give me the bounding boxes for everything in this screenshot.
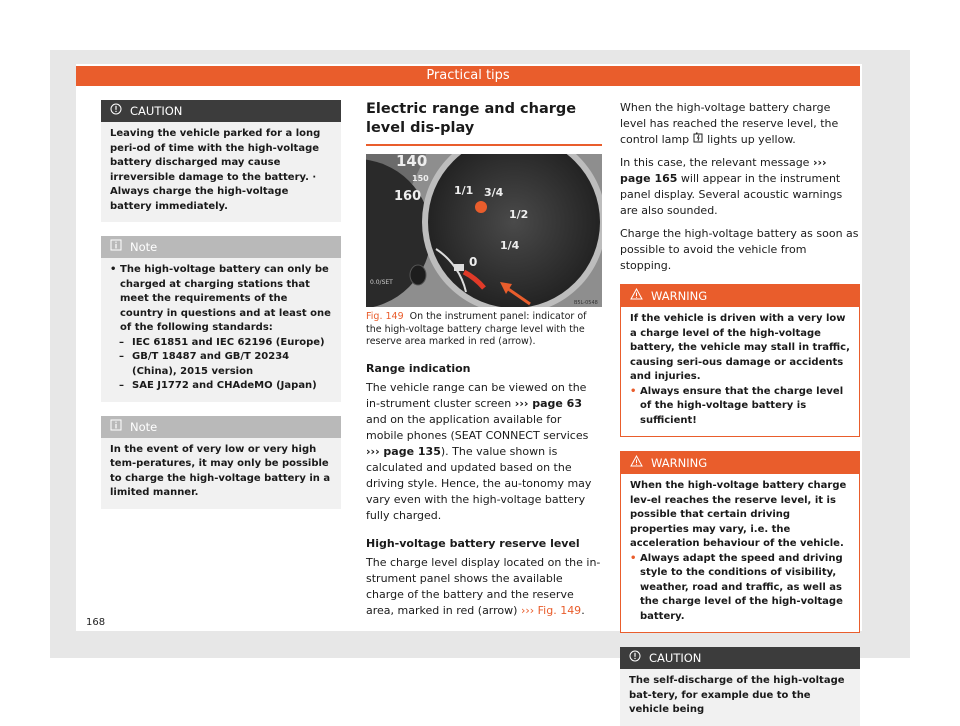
column-right <box>620 100 860 726</box>
trip-reset-label: 0.0/SET <box>370 279 393 286</box>
caution-text: Leaving the vehicle parked for a long peri-od of time with the high-voltage battery discharged may cause irreversible damage to the battery. · Always charge the high-voltage battery immediately. <box>110 128 321 212</box>
warning-bullet: • Always adapt the speed and driving style to the conditions of visibility, weather, road and traffic, as well as the charge level of the high-voltage battery. <box>630 552 851 625</box>
warning-header <box>621 452 859 474</box>
note-label: Note <box>130 240 158 254</box>
paragraph: Charge the high-voltage battery as soon as possible to avoid the vehicle from stopping. <box>620 227 859 272</box>
figure-code: B5L-0548 <box>574 300 598 306</box>
paragraph: The vehicle range can be viewed on the in-strument cluster screen ››› page 63 and on the application available for mobile phones (SEAT CONNECT services ››› page 135). The value shown is calculated and updated based on the driving style. Hence, the au-tonomy may vary even with the high-voltage battery fully charged. <box>366 380 592 522</box>
paragraph: When the high-voltage battery charge level has reached the reserve level, the control lamp lights up yellow. <box>620 101 839 146</box>
page-number: 168 <box>86 617 106 628</box>
note-header <box>101 236 341 258</box>
warning-header <box>621 285 859 307</box>
section-title: Electric range and charge level dis-play <box>366 101 577 136</box>
subheading: Range indication <box>366 361 471 375</box>
caution-box <box>101 100 341 222</box>
fuel-pump-icon <box>454 264 464 271</box>
note-text: In the event of very low or very high tem-peratures, it may only be possible to charge the high-voltage battery in a limited manner. <box>110 443 331 498</box>
page-link[interactable]: ››› page 165 <box>620 156 827 185</box>
warning-icon <box>630 452 643 474</box>
warning-body <box>621 474 859 632</box>
info-icon <box>110 416 122 438</box>
subheading: High-voltage battery reserve level <box>366 536 580 550</box>
paragraph: The charge level display located on the in-strument panel shows the available charge of the battery and the reserve area, marked in red (arrow) ››› Fig. 149. <box>366 555 601 617</box>
page-link[interactable]: ››› page 63 <box>514 396 582 410</box>
gauge-label: 0 <box>469 255 478 269</box>
caution-label: CAUTION <box>649 651 702 665</box>
figure-caption-text: On the instrument panel: indicator of the high-voltage battery charge level with the reserve area marked in red (arrow). <box>366 311 587 347</box>
note-box <box>101 416 341 509</box>
info-icon <box>110 236 122 258</box>
gauge-label: 150 <box>412 174 429 183</box>
gauge-label: 1/4 <box>500 239 520 252</box>
caution-box <box>620 647 860 726</box>
warning-box <box>620 284 860 437</box>
caution-header <box>101 100 341 122</box>
figure-link[interactable]: ››› Fig. 149 <box>520 603 582 617</box>
note-bullet: • The high-voltage battery can only be charged at charging stations that meet the requirements of the country in questions and at least one of the following standards: <box>110 263 333 336</box>
page-header: Practical tips <box>76 66 860 86</box>
standard-item: – IEC 61851 and IEC 62196 (Europe) <box>110 336 333 351</box>
gauge-label: 3/4 <box>484 186 504 199</box>
instrument-panel-figure <box>366 154 602 307</box>
control-knob <box>410 265 426 285</box>
caution-icon <box>629 647 641 669</box>
note-box <box>101 236 341 402</box>
warning-label: WARNING <box>651 456 708 470</box>
gauge-label: 1/1 <box>454 184 474 197</box>
column-left <box>101 100 341 523</box>
page-link[interactable]: ››› page 135 <box>366 444 441 458</box>
gauge-label: 140 <box>396 154 428 170</box>
caution-label: CAUTION <box>130 104 183 118</box>
warning-body <box>621 307 859 436</box>
caution-text: The self-discharge of the high-voltage bat-tery, for example due to the vehicle being <box>629 675 845 715</box>
warning-text: If the vehicle is driven with a very low a charge level of the high-voltage battery, the vehicle may stall in traffic, causing seri-ous damage or accidents and injuries. <box>630 313 850 382</box>
caution-header <box>620 647 860 669</box>
warning-icon <box>630 285 643 307</box>
warning-label: WARNING <box>651 289 708 303</box>
battery-warning-icon <box>475 201 487 213</box>
warning-box <box>620 451 860 633</box>
warning-bullet: • Always ensure that the charge level of the high-voltage battery is sufficient! <box>630 385 851 429</box>
note-header <box>101 416 341 438</box>
gauge-label: 160 <box>394 189 422 204</box>
standard-item: – SAE J1772 and CHAdeMO (Japan) <box>110 379 333 394</box>
gauge-label: 1/2 <box>509 208 529 221</box>
caution-icon <box>110 100 122 122</box>
standard-item: – GB/T 18487 and GB/T 20234 (China), 2015 version <box>110 350 333 379</box>
figure-caption <box>366 311 602 349</box>
column-middle <box>366 100 602 626</box>
paragraph: In this case, the relevant message ››› page 165 will appear in the instrument panel display. Several acoustic warnings are also sounded. <box>620 156 843 217</box>
note-label: Note <box>130 419 158 434</box>
title-rule <box>366 144 602 146</box>
note-body <box>101 258 341 402</box>
figure-label: Fig. 149 <box>366 311 404 322</box>
battery-lamp-icon <box>693 133 704 146</box>
warning-text: When the high-voltage battery charge lev-el reaches the reserve level, it is possible that certain driving properties may vary, i.e. the acceleration behaviour of the vehicle. <box>630 480 847 549</box>
